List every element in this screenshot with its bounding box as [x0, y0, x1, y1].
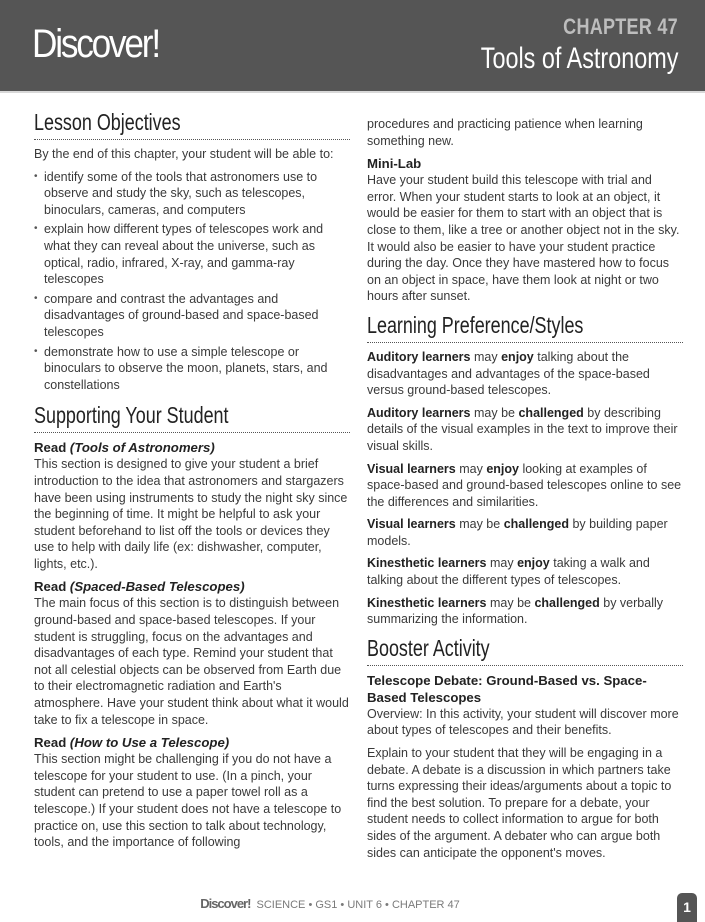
objective-item: • demonstrate how to use a simple telescope or binoculars to observe the moon, planets, stars, and constellations — [34, 344, 350, 394]
section-divider — [367, 665, 683, 666]
read-heading — [34, 734, 350, 751]
learning-style-item — [367, 555, 683, 588]
style-description: by verbally summarizing the information. — [367, 595, 663, 627]
verb: may — [489, 556, 514, 571]
booster-activity-heading: Booster Activity — [367, 634, 490, 661]
style-description: by building paper models. — [367, 517, 668, 548]
right-column — [367, 116, 683, 880]
learning-style-item — [367, 349, 683, 399]
verb: may be — [489, 595, 531, 610]
section-divider — [367, 342, 683, 343]
page-number: 1 — [677, 893, 697, 922]
discover-logo: Discover! — [32, 22, 159, 66]
read-heading — [34, 578, 350, 595]
supporting-student-heading: Supporting Your Student — [34, 402, 229, 429]
read-title: (Tools of Astronomers) — [69, 440, 215, 456]
read-block — [34, 578, 350, 728]
read-text: This section is designed to give your student a brief introduction to the idea that astronomers and stargazers have been using instruments to study the night sky since the beginning of time. It might be helpful to ask your student beforehand to list off the tools or devices they use to help with daily life (ex: dishwasher, computer, lights, etc.). — [34, 457, 348, 571]
learner-type: Kinesthetic learners — [367, 595, 487, 610]
learner-type: Auditory learners — [367, 349, 471, 364]
style-kind: enjoy — [517, 556, 550, 571]
lesson-objectives-heading: Lesson Objectives — [34, 110, 181, 135]
section-divider — [34, 432, 350, 433]
chapter-label: CHAPTER 47 — [563, 14, 678, 39]
chapter-title: Tools of Astronomy — [480, 42, 678, 75]
learning-style-item — [367, 595, 683, 628]
learning-style-item — [367, 516, 683, 549]
verb: may — [474, 349, 498, 364]
style-kind: challenged — [503, 517, 569, 532]
read-label: Read — [34, 579, 67, 595]
verb: may be — [474, 405, 515, 420]
footer-text: SCIENCE • GS1 • UNIT 6 • CHAPTER 47 — [256, 899, 460, 911]
learning-styles-heading: Learning Preference/Styles — [367, 311, 584, 338]
style-description: by describing details of the visual examples in the text to improve their visual skills. — [367, 405, 678, 453]
learning-style-item — [367, 405, 683, 455]
learner-type: Kinesthetic learners — [367, 556, 487, 571]
objective-item: • compare and contrast the advantages and disadvantages of ground-based and space-based telescopes — [34, 291, 350, 341]
chapter-header — [0, 0, 705, 93]
booster-title: Telescope Debate: Ground-Based vs. Space-Based Telescopes — [367, 672, 647, 705]
style-kind: challenged — [518, 405, 584, 420]
read-continuation: procedures and practicing patience when learning something new. — [367, 117, 643, 148]
verb: may be — [459, 517, 501, 532]
booster-overview: Overview: In this activity, your student will discover more about types of telescopes and their benefits. — [367, 706, 679, 738]
objective-item: • identify some of the tools that astronomers use to observe and study the sky, such as telescopes, binoculars, cameras, and computers — [34, 169, 350, 219]
learner-type: Visual learners — [367, 461, 456, 476]
read-title: (How to Use a Telescope) — [69, 735, 230, 751]
objective-item: • explain how different types of telescopes work and what they can reveal about the universe, such as optical, radio, infrared, X-ray, and gamma-ray telescopes — [34, 221, 350, 287]
left-column — [34, 110, 350, 880]
minilab-heading: Mini-Lab — [367, 156, 422, 172]
style-description: taking a walk and talking about the different types of telescopes. — [367, 556, 650, 588]
section-divider — [34, 139, 350, 140]
style-kind: enjoy — [501, 349, 534, 364]
learning-style-item — [367, 461, 683, 511]
verb: may — [459, 461, 483, 476]
learner-type: Auditory learners — [367, 405, 471, 420]
footer-logo: Discover! — [200, 896, 251, 911]
read-text: This section might be challenging if you do not have a telescope for your student to use. (In a pinch, your student can pretend to use a paper towel roll as a telescope.) If your student does not have a telescope to practice on, use this section to talk about technology, tools, and the importance of following — [34, 752, 342, 850]
read-label: Read — [34, 735, 67, 751]
style-description: looking at examples of space-based and ground-based telescopes online to see the differences and similarities. — [367, 461, 682, 509]
read-label: Read — [34, 440, 67, 456]
read-text: The main focus of this section is to distinguish between ground-based and space-based telescopes. If your student is struggling, focus on the advantages and disadvantages of each type. Remind your student that not all celestial objects can be observed from Earth due to their electromagnetic radiation and Earth's atmosphere. Have your student think about what it would take to fix a telescope in space. — [34, 596, 349, 727]
minilab-text: Have your student build this telescope with trial and error. When your student starts to look at an object, it would be easier for them to start with an object that is close to them, like a tree or another object not in the sky. It would also be easier to have your student practice during the day. Once they have mastered how to focus on an object in space, have them look at night or two hours after sunset. — [367, 173, 680, 304]
learner-type: Visual learners — [367, 517, 456, 532]
objectives-intro: By the end of this chapter, your student will be able to: — [34, 147, 334, 161]
style-description: talking about the disadvantages and advantages of the space-based versus ground-based telescopes. — [367, 349, 650, 398]
read-block — [34, 439, 350, 572]
read-heading — [34, 439, 350, 456]
read-block — [34, 734, 350, 851]
page-footer — [0, 893, 660, 915]
objectives-list — [34, 169, 350, 394]
booster-text: Explain to your student that they will be engaging in a debate. A debate is a discussion in which partners take turns expressing their ideas/arguments about a topic to find the best solution. To prepare for a debate, your student needs to collect information to argue for both sides of the argument. A debater who can argue both sides can anticipate the opponent's moves. — [367, 746, 672, 860]
read-title: (Spaced-Based Telescopes) — [69, 579, 245, 595]
style-kind: enjoy — [486, 461, 519, 476]
style-kind: challenged — [534, 595, 600, 610]
